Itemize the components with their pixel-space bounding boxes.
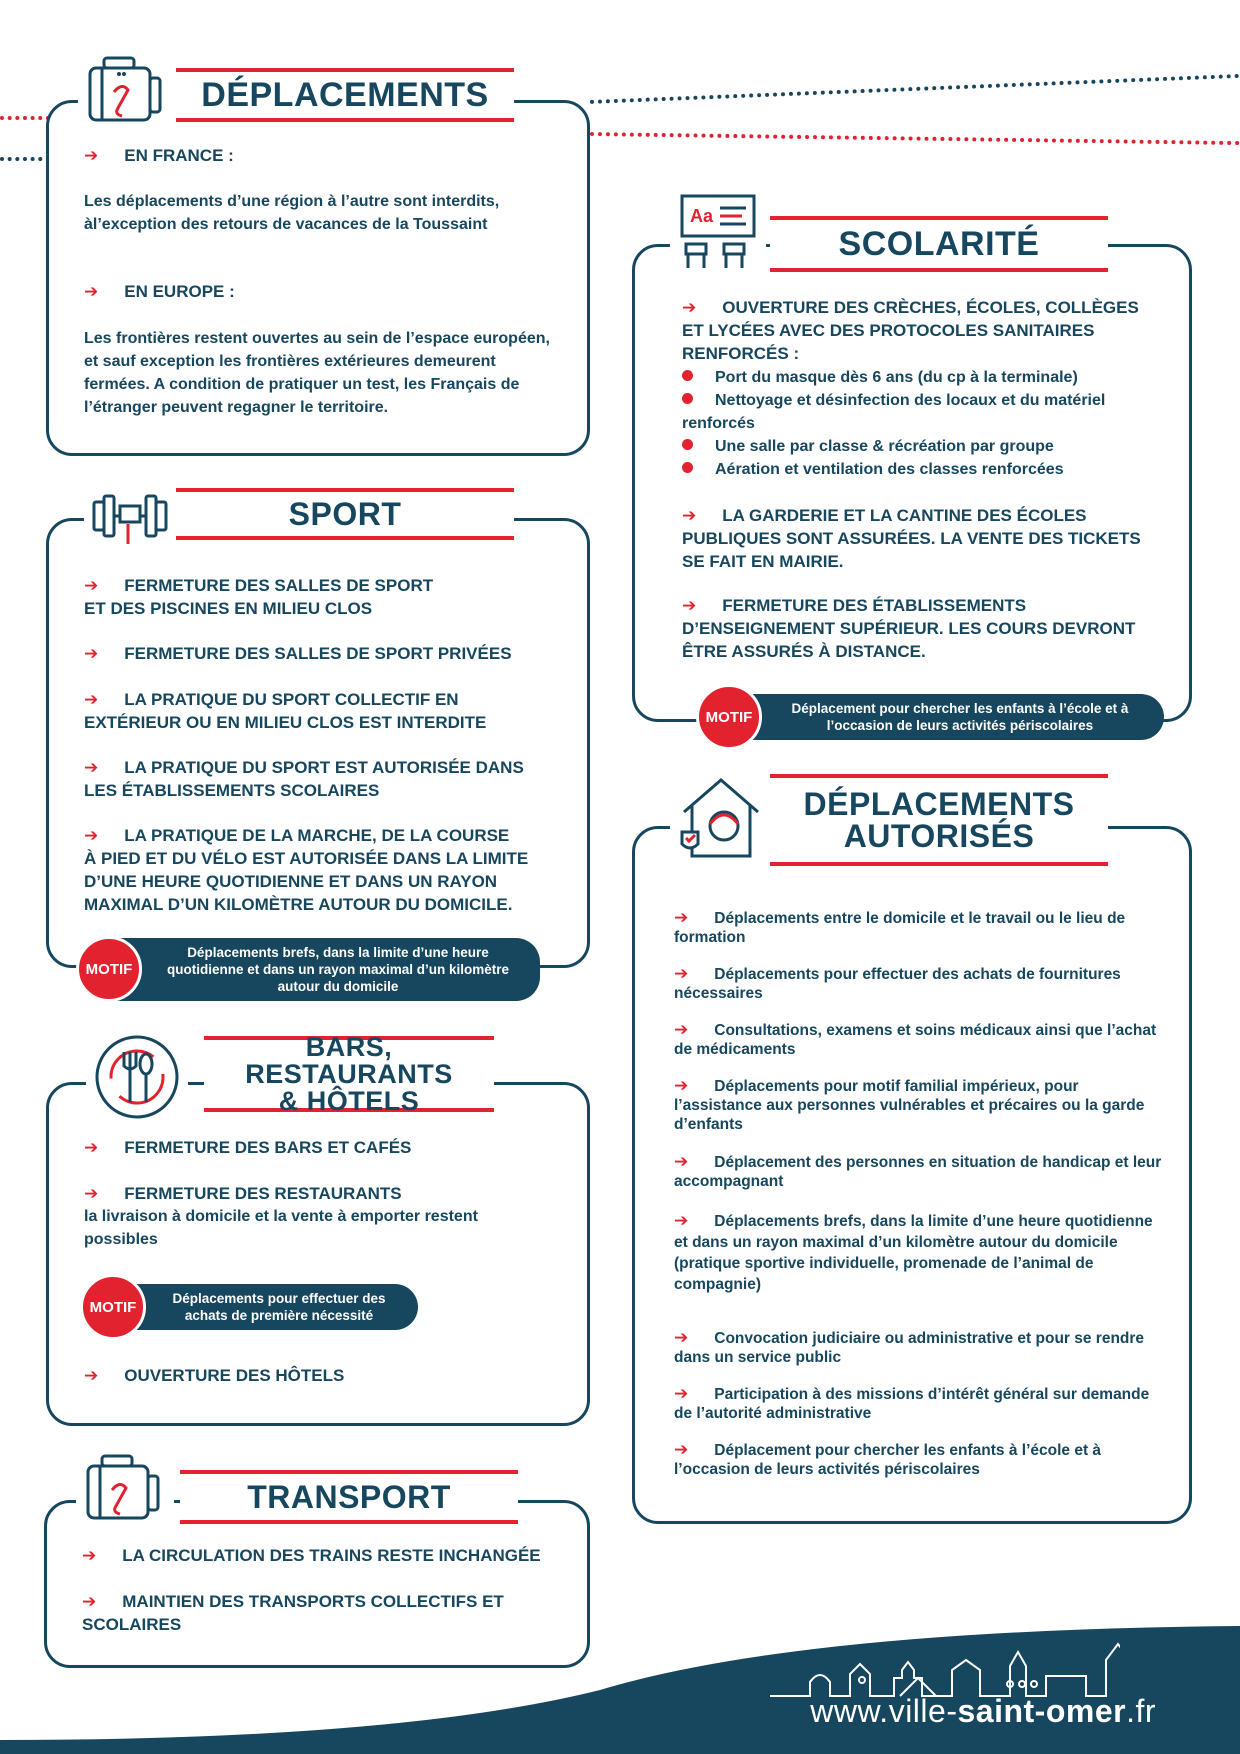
arrow-right-icon: ➔ — [682, 506, 697, 525]
list-item — [674, 908, 1164, 947]
list-item: FERMETURE DES RESTAURANTS — [124, 1184, 402, 1203]
arrow-right-icon: ➔ — [682, 596, 697, 615]
arrow-right-icon: ➔ — [674, 1152, 689, 1171]
bullet-item — [682, 435, 1162, 458]
list-item — [674, 964, 1164, 1003]
luggage-icon — [76, 1450, 174, 1529]
motif-text: Déplacement pour chercher les enfants à l’école et à l’occasion de leurs activités périscolaires — [734, 694, 1164, 740]
city-skyline-icon — [770, 1640, 1120, 1700]
arrow-right-icon: ➔ — [674, 1384, 689, 1403]
list-item: LA CIRCULATION DES TRAINS RESTE INCHANGÉE — [122, 1546, 541, 1565]
arrow-right-icon: ➔ — [674, 1020, 689, 1039]
list-item-text: Déplacement des personnes en situation de handicap et leur accompagnant — [674, 1154, 1162, 1190]
list-item-text: Déplacement pour chercher les enfants à l’école et à l’occasion de leurs activités périscolaires — [674, 1442, 1102, 1478]
list-item: FERMETURE DES ÉTABLISSEMENTS D’ENSEIGNEMENT SUPÉRIEUR. LES COURS DEVRONT ÊTRE ASSURÉS À DISTANCE. — [682, 596, 1136, 661]
list-item-text: Déplacements pour effectuer des achats de fournitures nécessaires — [674, 966, 1121, 1002]
fork-spoon-icon — [86, 1032, 188, 1127]
list-item-text: Déplacements brefs, dans la limite d’une heure quotidienne et dans un rayon maximal d’un kilomètre autour du domicile (pratique sportive individuelle, promenade de l’animal de compagnie) — [674, 1213, 1153, 1293]
subheading: EN FRANCE : — [124, 146, 234, 165]
decorative-dotted-line — [590, 74, 1240, 104]
luggage-icon — [78, 52, 176, 131]
bullet-text: Nettoyage et désinfection des locaux et du matériel renforcés — [682, 392, 1106, 432]
list-item: FERMETURE DES SALLES DE SPORT — [124, 576, 434, 595]
section-title: SPORT — [288, 496, 402, 532]
list-item: LA PRATIQUE DU SPORT EST AUTORISÉE DANS — [124, 758, 524, 777]
section-title-line: AUTORISÉS — [843, 818, 1035, 854]
arrow-right-icon: ➔ — [84, 576, 99, 595]
bullet-dot — [682, 393, 693, 404]
bullet-item — [682, 389, 1162, 435]
section-title-line: DÉPLACEMENTS — [803, 786, 1075, 822]
arrow-right-icon: ➔ — [82, 1592, 97, 1611]
section-title — [204, 1031, 494, 1116]
arrow-right-icon: ➔ — [674, 908, 689, 927]
section-title: DÉPLACEMENTS — [201, 76, 489, 114]
url-prefix: www.ville- — [810, 1693, 958, 1729]
list-item-text: Déplacements entre le domicile et le travail ou le lieu de formation — [674, 910, 1126, 946]
list-item — [674, 1152, 1164, 1191]
list-item — [674, 1210, 1168, 1295]
arrow-right-icon: ➔ — [84, 282, 99, 301]
bullet-dot — [682, 370, 693, 381]
list-item: FERMETURE DES BARS ET CAFÉS — [124, 1138, 412, 1157]
motif-badge: MOTIF — [80, 1274, 146, 1340]
arrow-right-icon: ➔ — [674, 1328, 689, 1347]
bullet-item — [682, 366, 1162, 389]
list-item-text: Participation à des missions d’intérêt général sur demande de l’autorité administrative — [674, 1386, 1150, 1422]
dumbbell-icon — [84, 484, 176, 553]
list-item: MAINTIEN DES TRANSPORTS COLLECTIFS ET SCOLAIRES — [82, 1592, 504, 1634]
motif-text: Déplacements pour effectuer des achats de première nécessité — [118, 1284, 418, 1330]
arrow-right-icon: ➔ — [674, 1076, 689, 1095]
list-item: LA PRATIQUE DE LA MARCHE, DE LA COURSE — [124, 826, 510, 845]
subheading: EN EUROPE : — [124, 282, 235, 301]
arrow-right-icon: ➔ — [682, 298, 697, 317]
arrow-right-icon: ➔ — [84, 1138, 99, 1157]
url-suffix: .fr — [1126, 1693, 1156, 1729]
list-item-continued: LES ÉTABLISSEMENTS SCOLAIRES — [84, 781, 380, 800]
arrow-right-icon: ➔ — [84, 1366, 99, 1385]
decorative-dotted-line — [0, 116, 50, 120]
bullet-list — [682, 366, 1162, 481]
section-title-line: BARS, RESTAURANTS — [245, 1031, 453, 1089]
list-item: LA PRATIQUE DU SPORT COLLECTIF EN — [124, 690, 459, 709]
decorative-dotted-line — [0, 157, 50, 161]
bullet-text: Port du masque dès 6 ans (du cp à la terminale) — [715, 369, 1078, 386]
arrow-right-icon: ➔ — [674, 1211, 689, 1230]
list-item — [674, 1020, 1164, 1059]
motif-badge: MOTIF — [76, 936, 142, 1002]
bullet-item — [682, 458, 1162, 481]
arrow-right-icon: ➔ — [674, 964, 689, 983]
section-title — [804, 788, 1075, 852]
list-item — [674, 1076, 1164, 1134]
arrow-right-icon: ➔ — [674, 1440, 689, 1459]
arrow-right-icon: ➔ — [84, 1184, 99, 1203]
list-item-continued: ET DES PISCINES EN MILIEU CLOS — [84, 599, 373, 618]
list-item — [674, 1328, 1164, 1367]
list-item: OUVERTURE DES CRÈCHES, ÉCOLES, COLLÈGES ET LYCÉES AVEC DES PROTOCOLES SANITAIRES RENFORCÉS : — [682, 298, 1139, 363]
list-item-text: Consultations, examens et soins médicaux ainsi que l’achat de médicaments — [674, 1022, 1157, 1058]
motif-badge: MOTIF — [696, 684, 762, 750]
bullet-text: Une salle par classe & récréation par groupe — [715, 438, 1054, 455]
svg-text:Aa: Aa — [690, 206, 714, 226]
list-item-text: Déplacements pour motif familial impérieux, pour l’assistance aux personnes vulnérables et précaires ou la garde d’enfants — [674, 1078, 1145, 1133]
list-item — [674, 1384, 1164, 1423]
list-item: LA GARDERIE ET LA CANTINE DES ÉCOLES PUBLIQUES SONT ASSURÉES. LA VENTE DES TICKETS SE FAIT EN MAIRIE. — [682, 506, 1141, 571]
list-item-continued: EXTÉRIEUR OU EN MILIEU CLOS EST INTERDITE — [84, 713, 487, 732]
paragraph: Les frontières restent ouvertes au sein de l’espace européen, et sauf exception les frontières extérieures demeurent fermées. A condition de pratiquer un test, les Français de l’étranger peuvent regagner le territoire. — [84, 330, 550, 416]
bullet-text: Aération et ventilation des classes renforcées — [715, 461, 1064, 478]
arrow-right-icon: ➔ — [84, 644, 99, 663]
bullet-dot — [682, 462, 693, 473]
arrow-right-icon: ➔ — [84, 146, 99, 165]
section-title-line: & HÔTELS — [278, 1085, 420, 1116]
list-item: FERMETURE DES SALLES DE SPORT PRIVÉES — [124, 644, 512, 663]
list-item: OUVERTURE DES HÔTELS — [124, 1366, 345, 1385]
list-item — [674, 1440, 1164, 1479]
motif-text: Déplacements brefs, dans la limite d’une heure quotidienne et dans un rayon maximal d’un kilomètre autour du domicile — [114, 938, 540, 1001]
url-domain: saint-omer — [957, 1693, 1127, 1729]
decorative-dotted-line — [590, 132, 1240, 145]
list-item-continued: À PIED ET DU VÉLO EST AUTORISÉE DANS LA LIMITE D’UNE HEURE QUOTIDIENNE ET DANS UN RAYON MAXIMAL D’UN KILOMÈTRE AUTOUR DU DOMICILE. — [84, 849, 529, 914]
section-title: SCOLARITÉ — [838, 225, 1040, 263]
arrow-right-icon: ➔ — [84, 690, 99, 709]
list-item-text: Convocation judiciaire ou administrative et pour se rendre dans un service public — [674, 1330, 1145, 1366]
arrow-right-icon: ➔ — [82, 1546, 97, 1565]
classroom-icon — [670, 192, 766, 277]
section-title: TRANSPORT — [247, 1479, 451, 1515]
arrow-right-icon: ➔ — [84, 758, 99, 777]
paragraph: la livraison à domicile et la vente à emporter restent possibles — [84, 1208, 478, 1248]
home-person-icon — [670, 772, 772, 867]
arrow-right-icon: ➔ — [84, 826, 99, 845]
bullet-dot — [682, 439, 693, 450]
paragraph: Les déplacements d’une région à l’autre sont interdits, àl’exception des retours de vacances de la Toussaint — [84, 193, 500, 233]
website-url[interactable] — [810, 1693, 1156, 1730]
